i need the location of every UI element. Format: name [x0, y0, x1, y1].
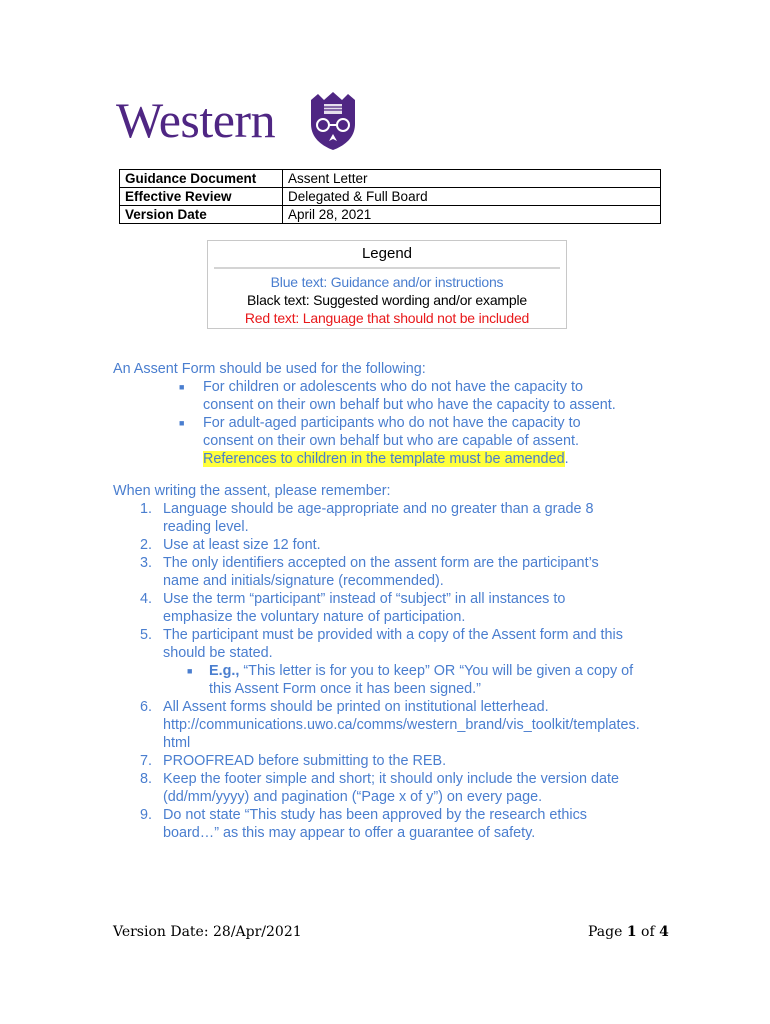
- square-bullet-icon: ■: [179, 382, 185, 392]
- sub-list-item: [113, 662, 673, 698]
- guidance-content: [113, 360, 673, 842]
- footer-version-date: Version Date: 28/Apr/2021: [113, 924, 302, 940]
- legend-divider: [214, 267, 560, 269]
- table-row: [120, 188, 661, 206]
- item-text: [209, 662, 673, 680]
- table-value: Delegated & Full Board: [283, 188, 661, 206]
- item-number: 1.: [140, 501, 153, 517]
- item-text: reading level.: [163, 519, 249, 535]
- logo-wordmark: Western: [116, 92, 276, 148]
- item-number: 7.: [140, 753, 153, 769]
- item-text: PROOFREAD before submitting to the REB.: [163, 753, 447, 769]
- list-item: [113, 590, 673, 626]
- item-text: emphasize the voluntary nature of participation.: [163, 609, 466, 625]
- item-number: 8.: [140, 771, 153, 787]
- table-key: Version Date: [120, 206, 283, 224]
- example-text: “This letter is for you to keep” OR “You will be given a copy of: [239, 663, 634, 679]
- item-text: Keep the footer simple and short; it should only include the version date: [163, 771, 619, 787]
- table-value: Assent Letter: [283, 170, 661, 188]
- item-text: The participant must be provided with a copy of the Assent form and this: [163, 627, 623, 643]
- legend-blue-text: Blue text: Guidance and/or instructions: [270, 274, 504, 290]
- item-number: 9.: [140, 807, 153, 823]
- western-logo: [116, 92, 361, 152]
- legend-box: [207, 240, 567, 329]
- item-number: 4.: [140, 591, 153, 607]
- item-text: All Assent forms should be printed on institutional letterhead.: [163, 699, 549, 715]
- punctuation: .: [564, 451, 569, 467]
- list-item: [113, 752, 673, 770]
- item-text: Do not state “This study has been approved by the research ethics: [163, 807, 587, 823]
- item-text: name and initials/signature (recommended).: [163, 573, 444, 589]
- table-value: April 28, 2021: [283, 206, 661, 224]
- item-text: Language should be age-appropriate and no greater than a grade 8: [163, 501, 594, 517]
- item-number: 3.: [140, 555, 153, 571]
- list-item: [113, 806, 673, 842]
- section2-intro: When writing the assent, please remember:: [113, 483, 391, 499]
- list-item: [113, 500, 673, 536]
- list-item: [113, 554, 673, 590]
- list-item: [113, 770, 673, 806]
- square-bullet-icon: ■: [187, 666, 193, 676]
- list-item: [113, 536, 673, 554]
- item-number: 6.: [140, 699, 153, 715]
- page-total: 4: [659, 924, 669, 940]
- table-key: Effective Review: [120, 188, 283, 206]
- list-item: [113, 698, 673, 752]
- page-of-label: of: [636, 924, 660, 940]
- legend-black-text: Black text: Suggested wording and/or example: [247, 292, 527, 308]
- bullet-text: consent on their own behalf but who are capable of assent.: [203, 433, 580, 449]
- item-text: this Assent Form once it has been signed.”: [209, 681, 481, 697]
- item-number: 5.: [140, 627, 153, 643]
- item-text: Use the term “participant” instead of “subject” in all instances to: [163, 591, 566, 607]
- list-item: [113, 626, 673, 662]
- legend-red-text: Red text: Language that should not be included: [244, 310, 530, 326]
- item-text: board…” as this may appear to offer a guarantee of safety.: [163, 825, 536, 841]
- highlighted-text: References to children in the template must be amended: [203, 451, 565, 467]
- letterhead-url: http://communications.uwo.ca/comms/western_brand/vis_toolkit/templates.: [163, 717, 640, 733]
- list-item: [113, 378, 673, 414]
- square-bullet-icon: ■: [179, 418, 185, 428]
- page-number: 1: [626, 924, 637, 940]
- table-row: [120, 170, 661, 188]
- section1-intro: An Assent Form should be used for the following:: [113, 361, 426, 377]
- footer-pagination: [588, 924, 669, 940]
- bullet-text: [203, 450, 673, 468]
- legend-title: Legend: [361, 245, 413, 262]
- shield-crest-icon: [308, 92, 358, 152]
- page-label: Page: [588, 924, 627, 940]
- bullet-text: consent on their own behalf but who have the capacity to assent.: [203, 397, 616, 413]
- table-row: [120, 206, 661, 224]
- item-number: 2.: [140, 537, 153, 553]
- bullet-text: For children or adolescents who do not have the capacity to: [203, 379, 583, 395]
- table-key: Guidance Document: [120, 170, 283, 188]
- bullet-text: For adult-aged participants who do not have the capacity to: [203, 415, 581, 431]
- item-text: should be stated.: [163, 645, 273, 661]
- example-label: E.g.,: [209, 663, 240, 679]
- item-text: Use at least size 12 font.: [163, 537, 321, 553]
- item-text: (dd/mm/yyyy) and pagination (“Page x of y”) on every page.: [163, 789, 543, 805]
- item-text: The only identifiers accepted on the assent form are the participant’s: [163, 555, 599, 571]
- list-item: [113, 414, 673, 468]
- letterhead-url: html: [163, 735, 191, 751]
- document-info-table: [119, 169, 661, 224]
